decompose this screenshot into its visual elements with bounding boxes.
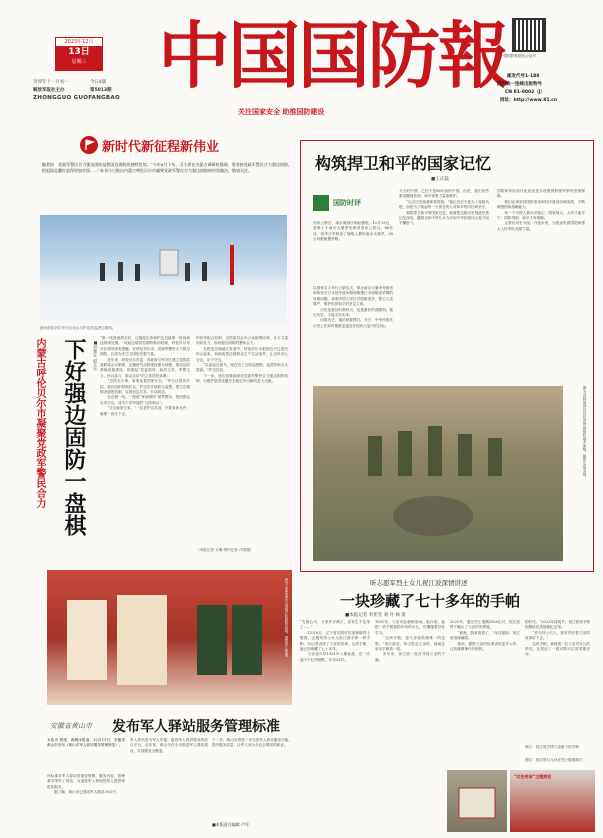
story-photo-left <box>47 570 292 705</box>
flag-icon <box>80 136 98 154</box>
website: 网址：http://www.81.cn <box>500 98 558 103</box>
bottom-kicker: 安徽省黄山市 <box>50 722 92 730</box>
article-byline: ■刘建宝 赵天乐 <box>93 340 98 371</box>
banner-title: 新时代新征程新伟业 <box>102 140 220 155</box>
family-photo <box>510 770 595 832</box>
commentary-tag-box <box>313 193 373 215</box>
masthead-pinyin: ZHONGGUO GUOFANGBAO <box>33 95 120 101</box>
story-col3: 2021年，通过烈士遗骸DNA比对，祝江波终于确认了父亲的安葬地。 “爸爸，我来看您了。”站在墓前，祝江波泪流满面。 她说，要把父亲的故事讲给更多人听，让英雄精神代代相传。 <box>450 620 520 652</box>
tag-icon <box>313 195 329 211</box>
date-weekday: 星期三 <box>71 59 87 65</box>
commentary-author: ■王庆磊 <box>431 177 449 182</box>
post-code: 邮发代号1-188 <box>507 74 540 79</box>
story-col2: 1951年，父亲奔赴朝鲜战场。临行前，他把一块手帕留给年幼的女儿，叮嘱她要好好学习。 “这块手帕，是父亲留给我唯一的念想。”祝江波说，每当思念父亲时，她就会拿出手帕看一看。 多年来，祝江波一直在寻找父亲的下落。 <box>375 620 445 662</box>
qr-code <box>512 18 546 52</box>
story-headline: 一块珍藏了七十多年的手帕 <box>340 592 521 610</box>
article-left-col2: 的协作配合机制，边防委员会办公室统筹协调，各方力量同向发力，形成强边固防的整体合力。 在推进边境地区发展中，呼伦贝尔市把固边兴边富民结合起来，持续改善边境群众生产生活条件，让边民安心守边、乐于守边。 “以前巡边靠马，现在有了边防巡逻路，巡逻效率大大提高。”护边员说。 下一步，他们将继续深化党政军警民合力强边固防机制，为维护祖国北疆安全稳定作出新的更大贡献。 <box>196 336 288 384</box>
commentary-box <box>300 140 594 572</box>
story-byline: ■本报记者 李亚光 刘 丹 杨 雷 <box>345 613 406 618</box>
lead-summary: 编者按 党政军警民合力强边固防是我国边海防的独特优势。“今年6月下旬，习主席在内蒙古调研时强调，要坚持党政军警民合力强边固防，把祖国北疆打造得更加牢固……”本刊今日推出内蒙古呼伦贝尔市凝聚党政军警民合力强边固防的经验做法，敬请关注。 <box>42 162 292 173</box>
slogan: 关注国家安全 助推国防建设 <box>238 108 325 116</box>
commentary-intro: 国家公祭日，南京城再次响起警报。12月13日，是第十个南京大屠杀死难者国家公祭日。86年前，侵华日军制造了惨绝人寰的南京大屠杀，30万同胞惨遭杀戮。 <box>313 221 393 242</box>
story-caption-1: 图①：祝江波手捧父亲留下的手帕 <box>525 745 579 749</box>
section-banner <box>80 134 260 156</box>
issue-number: 第5013期 <box>90 88 112 93</box>
handkerchief-photo <box>447 770 507 832</box>
bottom-byline: 本报讯 程建、黄腾泽报道：12月11日，安徽省黄山市发布《黄山市军人驿站服务管理规范》。 <box>47 738 125 748</box>
story-caption-2: 图②：祝江波与儿孙在烈士陵园祭扫 <box>525 758 583 762</box>
article-headline: 下好强边固防一盘棋 <box>61 338 86 536</box>
editor-credit: ■本版责任编辑 卢军 <box>212 822 250 827</box>
photo-caption-right: 图为吉林某部官兵在训练场组织战术演练，锤炼实战本领。 <box>583 386 587 480</box>
commentary-col2: 今天的中国，已经不是86年前的中国。但是，我们仍然要清醒地看到，和平需要力量来维护。 “忘记历史就意味着背叛。”铭记历史不是为了延续仇恨，而是为了唤起每一个善良的人对和平的向往和坚守。 构筑捍卫和平的国家记忆，就要把这段历史刻进民族记忆深处，激励全体中华儿女为实现中华民族伟大复兴而不懈奋斗。 <box>399 189 489 226</box>
story-col4: 的时代。”2023年清明节，祝江波将手帕捐赠给抗美援朝纪念馆。 “作为烈士后人，我有责任把父亲的故事讲下去。” 这块手帕，承载着一位父亲对女儿的牵挂，也见证了一段可歌可泣的英雄史诗。 <box>525 620 590 657</box>
date-year-month: 2023年12月 <box>56 38 102 46</box>
article-left-footer: （本报记者 万琳 特约记者 卢国超） <box>196 548 254 552</box>
photo-caption-left-top: 图为呼伦贝尔军分区官兵与护边员巡逻边境线。 <box>40 326 116 330</box>
bottom-col3: 下一步，黄山市将进一步完善军人驿站服务功能，提升服务质量，让军人成为全社会尊崇的职业。 <box>212 738 292 748</box>
article-subheadline: 内蒙古呼伦贝尔市凝聚党政军警民合力 <box>34 338 45 508</box>
commentary-col1: 以国家名义举行公祭仪式，悼念南京大屠杀死难者和所有在日本侵华战争期间惨遭日本侵略者杀戮的死难同胞，表明中国人民反对侵略战争、捍卫人类尊严、维护世界和平的坚定立场。 历史是最好的教科书，也是最好的清醒剂。铭记历史，才能走向未来。 回望历史，落后就要挨打。今天，中华民族比历史上任何时期都更接近实现伟大复兴的目标。 <box>313 286 393 328</box>
story-kicker: 昕志愿军烈士女儿祝江波深情讲述 <box>370 579 468 587</box>
masthead-title: 中国国防報 <box>158 13 509 98</box>
date-box <box>55 37 103 71</box>
commentary-col3: 国防和军队现代化建设是实现强国梦强军梦的坚强保障。 我们必须坚持国防建设和经济建设协调发展，不断增强国家战略能力。 每一个中国人都应该铭记：国家强大，人民才能安宁；国防巩固，和平才有保障。 让我们以史为鉴、开创未来，为建设巩固国防和强大人民军队贡献力量。 <box>497 189 585 231</box>
article-left-col1: “第一线发现情况后，边境派出所和护边员能第一时间到达现场处置。”谈起边境管控联防联动机制，呼伦贝尔军分区领导深有感触。在呼伦贝尔市，党政军警民合力强边固防，已成为守边卫国的坚强力量。 近年来，呼伦贝尔市委、市政府与军分区建立党管武装联席会议制度，定期研究边防建设重大问题，推动边防基础设施建设，构建起“党委领导、政府主导、军警主力、民兵参与、群众支持”的立体防控体系。 “边防无小事，事事连着国家安全。”军分区领导介绍，他们组织驻地民兵、护边员开展联合巡逻，建立边境情况通报机制，实现信息共享、行动联动。 在边境一线，一座座“家庭哨所”星罗棋布，牧民群众自发守边，成为不穿军装的“边防哨兵”。 “守边就是守家。”一位老护边员说，只要身体允许，就要一直守下去。 <box>100 336 190 416</box>
cn-number: CN 81-0002（J） <box>505 90 545 95</box>
masthead <box>0 0 603 130</box>
commentary-tag: 国防时评 <box>333 199 361 207</box>
issue-today: 今日4版 <box>90 80 107 85</box>
left-photo-caption: 图为大连某部官兵参观红色教育基地，感悟初心使命。 <box>284 578 288 660</box>
bottom-col2: 军人驿站是为军人军属、退役军人提供服务的综合平台。近年来，黄山市在全市推进军人驿站建设，实现服务全覆盖。 <box>130 738 208 753</box>
commentary-title: 构筑捍卫和平的国家记忆 <box>315 154 492 173</box>
story-col1: “方格心中，又采许多萬厅，亦有生不及采了……” 12月8日，辽宁省沈阳市抗美援朝烈士陵园，志愿军烈士女儿祝江波手捧一块手帕，向记者讲述了父亲的故事。这块手帕，她已经珍藏了七十多年。 父亲祝兴华1951年入朝参战，在一次战斗中壮烈牺牲，年仅31岁。 <box>300 620 370 662</box>
cn-code: 国内统一连续出版物号 <box>497 82 542 87</box>
lunar-date: 癸卯年十一月初一 <box>33 80 69 85</box>
bottom-headline: 发布军人驿站服务管理标准 <box>112 719 280 735</box>
publisher: 解放军报社主办 <box>33 88 65 93</box>
exhibit-sign: “红色传承”主题展览 <box>514 774 552 779</box>
date-day: 13日 <box>68 47 90 57</box>
border-patrol-photo <box>40 215 287 325</box>
bottom-col1: 该标准对军人驿站的建设规模、服务内容、管理要求等作了规范，为退役军人和现役军人提供规范化服务。 据了解，黄山市已建成军人驿站30余个。 <box>47 774 125 795</box>
qr-caption: 中国国防报微信公众号 <box>500 54 536 58</box>
training-photo <box>313 386 563 561</box>
